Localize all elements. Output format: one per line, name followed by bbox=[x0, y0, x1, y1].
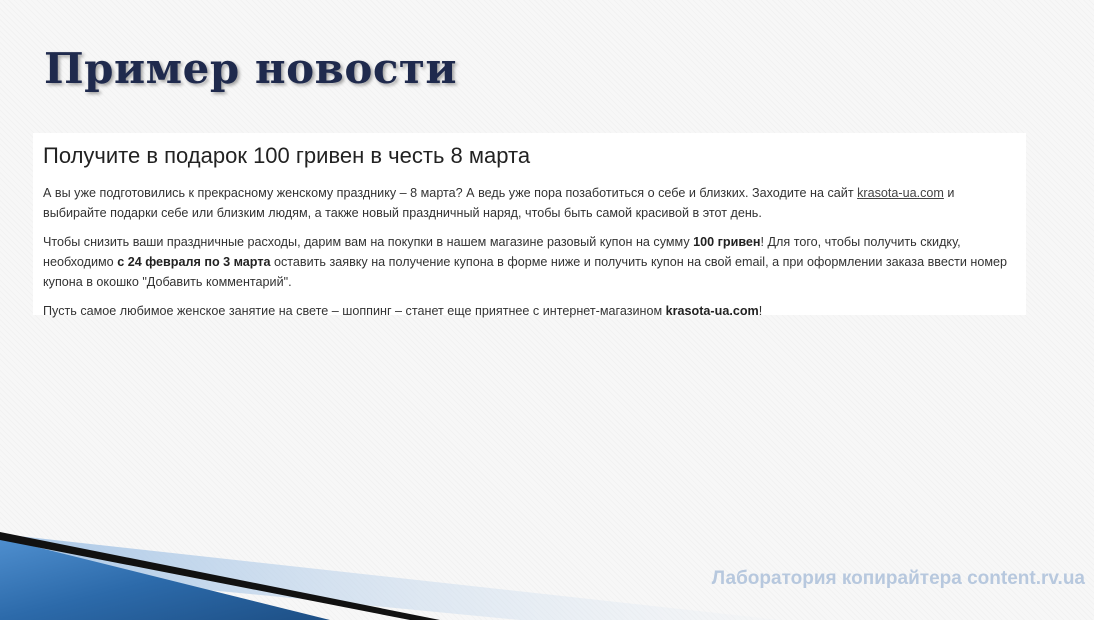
news-p2-part-1: Чтобы снизить ваши праздничные расходы, дарим вам на покупки в нашем магазине разовый купон на сумму bbox=[43, 235, 694, 249]
shop-name: krasota-ua.com bbox=[665, 304, 759, 318]
news-headline: Получите в подарок 100 гривен в честь 8 марта bbox=[43, 143, 531, 168]
coupon-amount: 100 гривен bbox=[693, 235, 761, 249]
news-paragraph-1 bbox=[43, 183, 1016, 223]
footer-credit: Лаборатория копирайтера content.rv.ua bbox=[711, 568, 1085, 589]
news-p3-part-2: ! bbox=[758, 304, 763, 318]
news-paragraph-2 bbox=[43, 232, 1016, 292]
news-p1-text-before: А вы уже подготовились к прекрасному женскому празднику – 8 марта? А ведь уже пора позаботиться о себе и близких. Заходите на сайт bbox=[43, 186, 858, 200]
slide-title: Пример новости bbox=[44, 44, 458, 93]
news-p2-part-3: оставить заявку на получение купона в форме ниже и получить купон на свой email, а при оформлении заказа ввести номер купона в окошко "Добавить комментарий". bbox=[43, 255, 1008, 289]
news-p2-part-2: ! Для того, чтобы получить скидку, необходимо bbox=[43, 235, 961, 269]
news-p3-part-1: Пусть самое любимое женское занятие на свете – шоппинг – станет еще приятнее с интернет-магазином bbox=[43, 304, 666, 318]
promo-dates: с 24 февраля по 3 марта bbox=[117, 255, 271, 269]
site-link[interactable]: krasota-ua.com bbox=[857, 186, 944, 200]
news-screenshot bbox=[33, 133, 1026, 318]
news-p1-text-after: и выбирайте подарки себе или близким людям, а также новый праздничный наряд, чтобы быть самой красивой в этот день. bbox=[43, 186, 955, 220]
news-paragraph-3 bbox=[43, 301, 1016, 321]
